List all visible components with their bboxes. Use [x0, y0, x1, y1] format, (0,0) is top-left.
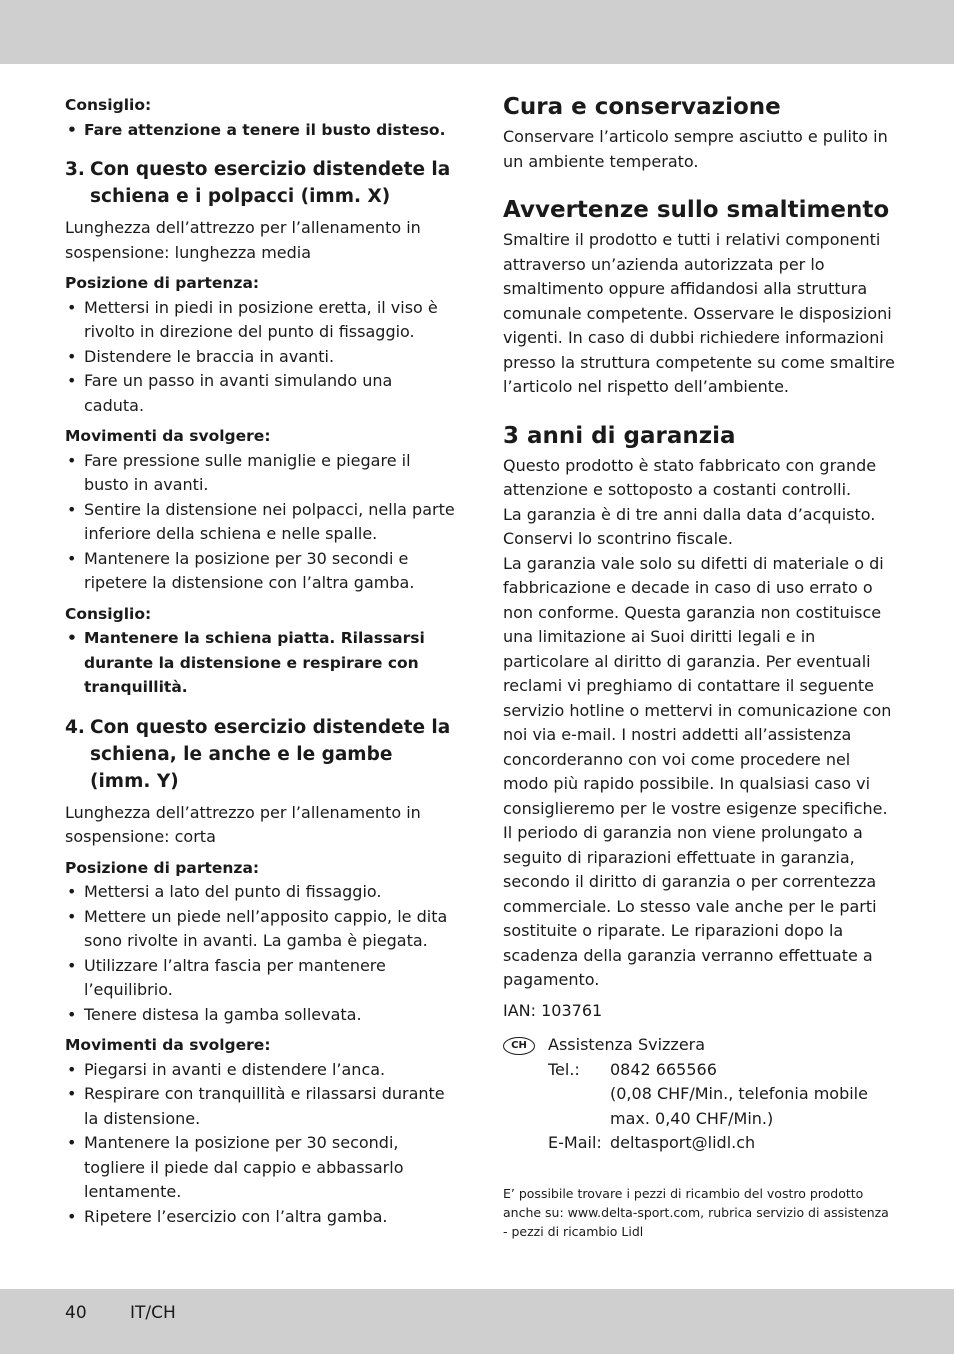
care-text: Conservare l’articolo sempre asciutto e pulito in un ambiente temperato. — [503, 127, 888, 171]
start-position-heading: Posizione di partenza: — [65, 274, 260, 292]
list-item: • Mettersi a lato del punto di fissaggio. — [65, 880, 455, 905]
step-number: 3. — [65, 159, 85, 180]
list-item: • Fare attenzione a tenere il busto disteso. — [65, 118, 455, 143]
step-3-heading — [65, 156, 455, 210]
list-item: • Respirare con tranquillità e rilassarsi durante la distensione. — [65, 1082, 455, 1131]
step-title: Con questo esercizio distendete la schiena, le anche e le gambe (imm. Y) — [90, 716, 451, 792]
list-item: • Mettersi in piedi in posizione eretta, il viso è rivolto in direzione del punto di fissaggio. — [65, 296, 455, 345]
tip-list — [65, 118, 455, 143]
list-item: • Fare un passo in avanti simulando una caduta. — [65, 369, 455, 418]
spare-parts-note: E’ possibile trovare i pezzi di ricambio del vostro prodotto anche su: www.delta-sport.com, rubrica servizio di assistenza - pezzi di ricambio Lidl — [503, 1185, 889, 1239]
tip-list — [65, 626, 455, 700]
movements-heading: Movimenti da svolgere: — [65, 427, 271, 445]
phone-label: Tel.: — [548, 1059, 580, 1079]
list-item: • Tenere distesa la gamba sollevata. — [65, 1003, 455, 1028]
phone-number: 0842 665566 — [610, 1059, 717, 1079]
ian-number: IAN: 103761 — [503, 1000, 603, 1020]
tip-heading: Consiglio: — [65, 96, 152, 114]
list-item: • Mettere un piede nell’apposito cappio, le dita sono rivolte in avanti. La gamba è piegata. — [65, 905, 455, 954]
list-item: • Utilizzare l’altra fascia per mantenere l’equilibrio. — [65, 954, 455, 1003]
equipment-length: Lunghezza dell’attrezzo per l’allenamento in sospensione: lunghezza media — [65, 218, 421, 262]
phone-rate-note: max. 0,40 CHF/Min.) — [610, 1108, 774, 1128]
page-locale: IT/CH — [130, 1303, 176, 1323]
list-item: • Piegarsi in avanti e distendere l’anca. — [65, 1058, 455, 1083]
step-title: Con questo esercizio distendete la schiena e i polpacci (imm. X) — [90, 159, 451, 207]
email-label: E-Mail: — [548, 1133, 602, 1152]
equipment-length: Lunghezza dell’attrezzo per l’allenamento in sospensione: corta — [65, 802, 421, 846]
movements-heading: Movimenti da svolgere: — [65, 1036, 271, 1054]
warranty-paragraph: La garanzia è di tre anni dalla data d’acquisto. Conservi lo scontrino fiscale. — [503, 504, 876, 548]
list-item: • Mantenere la schiena piatta. Rilassarsi durante la distensione e respirare con tranquillità. — [65, 626, 455, 700]
start-position-heading: Posizione di partenza: — [65, 858, 260, 877]
warranty-paragraph: Il periodo di garanzia non viene prolungato a seguito di riparazioni effettuate in garanzia, secondo il diritto di garanzia o per correntezza commerciale. Lo stesso vale anche per le parti sostituite o riparate. Le riparazioni dopo la scadenza della garanzia verranno effettuate a pagamento. — [503, 823, 877, 989]
right-column — [503, 93, 895, 1241]
step-4-heading — [65, 714, 455, 795]
warranty-paragraph: Questo prodotto è stato fabbricato con grande attenzione e sottoposto a costanti controlli. — [503, 455, 877, 499]
left-column — [65, 93, 455, 1229]
movements-list — [65, 1058, 455, 1230]
warranty-paragraph: La garanzia vale solo su difetti di materiale o di fabbricazione e decade in caso di uso errato o non conforme. Questa garanzia non costituisce una limitazione ai Suoi diritti legali e in particolare al diritto di garanzia. Per eventuali reclami vi preghiamo di contattare il seguente servizio hotline o mettervi in comunicazione con noi via e-mail. I nostri addetti all’assistenza concorderanno con voi come procedere nel modo più rapido possibile. In qualsiasi caso vi consiglieremo per le vostre esigenze specifiche. — [503, 553, 892, 818]
list-item: • Fare pressione sulle maniglie e piegare il busto in avanti. — [65, 449, 455, 498]
list-item: • Sentire la distensione nei polpacci, nella parte inferiore della schiena e nelle spalle. — [65, 498, 455, 547]
list-item: • Mantenere la posizione per 30 secondi, togliere il piede dal cappio e abbassarlo lentamente. — [65, 1131, 455, 1205]
list-item: • Ripetere l’esercizio con l’altra gamba. — [65, 1205, 455, 1230]
start-position-list — [65, 296, 455, 419]
disposal-text: Smaltire il prodotto e tutti i relativi componenti attraverso un’azienda autorizzata per lo smaltimento oppure affidandosi alla struttura comunale competente. Osservare le disposizioni vigenti. In caso di dubbi richiedere informazioni presso la struttura competente su come smaltire l’articolo nel rispetto dell’ambiente. — [503, 230, 895, 396]
phone-note-row — [548, 1107, 895, 1132]
switzerland-badge-icon: CH — [503, 1037, 535, 1055]
list-item: • Distendere le braccia in avanti. — [65, 345, 455, 370]
care-heading: Cura e conservazione — [503, 94, 781, 120]
email-row — [548, 1131, 895, 1156]
page-number: 40 — [65, 1303, 87, 1323]
support-contact — [503, 1033, 895, 1156]
movements-list — [65, 449, 455, 596]
phone-note-row — [548, 1082, 895, 1107]
tip-heading: Consiglio: — [65, 604, 152, 623]
phone-row — [548, 1058, 895, 1083]
phone-rate-note: (0,08 CHF/Min., telefonia mobile — [610, 1084, 868, 1103]
step-number: 4. — [65, 716, 85, 738]
list-item: • Mantenere la posizione per 30 secondi e ripetere la distensione con l’altra gamba. — [65, 547, 455, 596]
disposal-heading: Avvertenze sullo smaltimento — [503, 197, 890, 223]
email-address: deltasport@lidl.ch — [610, 1133, 756, 1152]
start-position-list — [65, 880, 455, 1027]
header-band — [0, 0, 954, 64]
support-title: Assistenza Svizzera — [548, 1035, 706, 1054]
warranty-heading: 3 anni di garanzia — [503, 422, 736, 449]
